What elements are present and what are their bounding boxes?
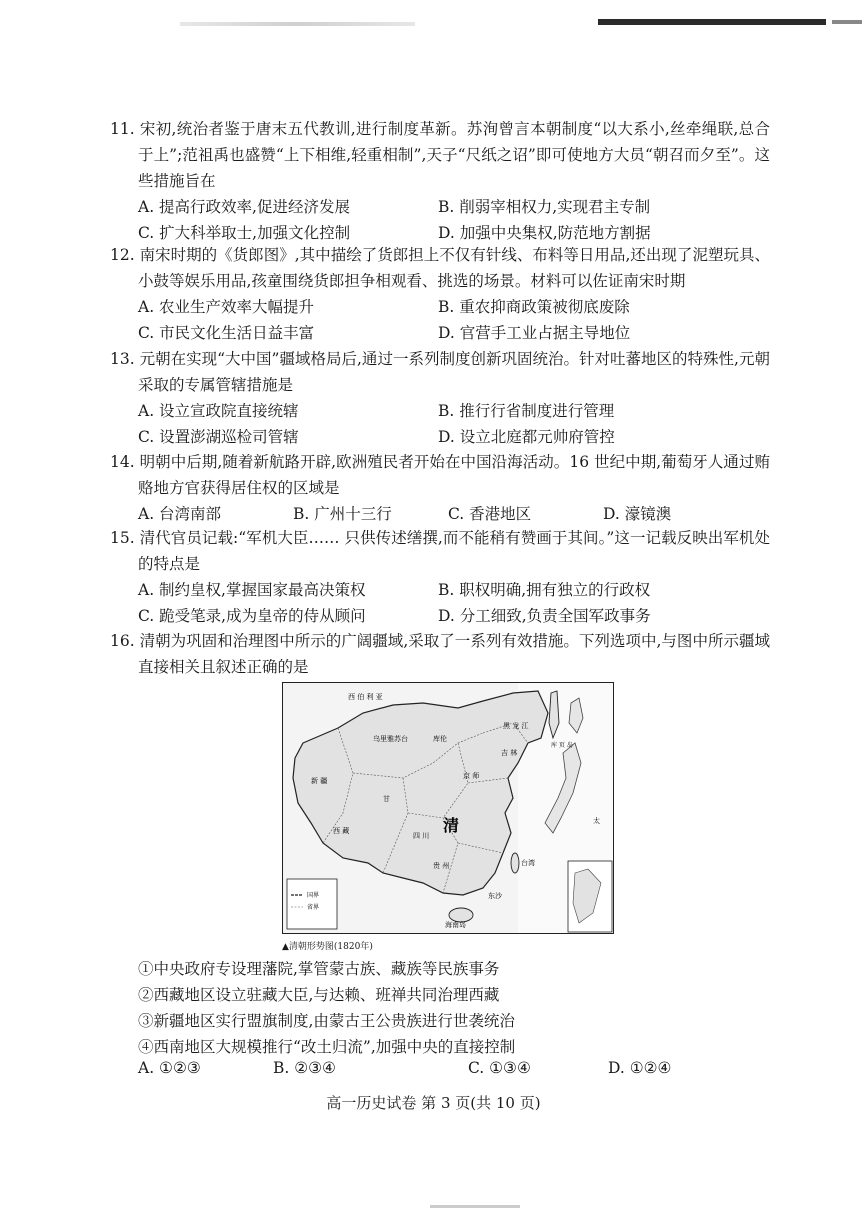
label-heilongjiang: 黑 龙 江 [503, 722, 529, 730]
question-14 [110, 449, 770, 527]
scan-artifact-bottom [430, 1205, 520, 1208]
label-sakhalin: 库 页 岛 [551, 742, 573, 749]
option-d: D. 官营手工业占据主导地位 [438, 324, 631, 342]
answer-b: B. ②③④ [273, 1059, 336, 1077]
label-dongsha: 东沙 [488, 892, 502, 900]
option-d: D. 设立北庭都元帅府管控 [438, 428, 615, 446]
label-taiwan: 台湾 [521, 859, 535, 867]
option-a: A. 农业生产效率大幅提升 [138, 298, 315, 316]
option-d: D. 濠镜澳 [603, 505, 672, 523]
option-a: A. 提高行政效率,促进经济发展 [138, 198, 350, 216]
legend-border-label: 国界 [307, 892, 320, 899]
label-xinjiang: 新 疆 [311, 777, 328, 785]
question-stem: 15. 清代官员记载:“军机大臣…… 只供传述缮撰,而不能稍有赞画于其间。”这一记载反映出军机处的特点是 [110, 529, 770, 573]
question-11 [110, 116, 770, 246]
option-d: D. 加强中央集权,防范地方割据 [438, 224, 651, 242]
label-kulun: 库伦 [433, 735, 447, 743]
scan-artifact-top-left [180, 22, 415, 26]
label-pacific: 太 [593, 817, 600, 825]
question-stem: 13. 元朝在实现“大中国”疆域格局后,通过一系列制度创新巩固统治。针对吐蕃地区的特殊性,元朝采取的专属管辖措施是 [110, 350, 770, 394]
option-b: B. 削弱宰相权力,实现君主专制 [438, 198, 651, 216]
label-hainan: 海南岛 [445, 921, 466, 929]
label-guizhou: 贵 州 [433, 862, 450, 870]
option-b: B. 推行行省制度进行管理 [438, 402, 615, 420]
statement-4: ④西南地区大规模推行“改土归流”,加强中央的直接控制 [138, 1038, 516, 1056]
label-uliastai: 乌里雅苏台 [373, 735, 408, 743]
map-caption: ▲清朝形势图(1820年) [282, 942, 373, 952]
label-siberia: 西 伯 利 亚 [348, 693, 383, 701]
option-c: C. 跪受笔录,成为皇帝的侍从顾问 [138, 607, 366, 625]
label-sichuan: 四 川 [413, 832, 430, 840]
statements-list [138, 956, 515, 1060]
label-tibet: 西 藏 [333, 827, 350, 835]
page-footer: 高一历史试卷 第 3 页(共 10 页) [326, 1094, 541, 1112]
answer-options [138, 1059, 698, 1077]
label-jilin: 吉 林 [501, 749, 518, 757]
question-stem: 11. 宋初,统治者鉴于唐末五代教训,进行制度革新。苏洵曾言本朝制度“以大系小,丝牵绳联,总合于上”;范祖禹也盛赞“上下相维,轻重相制”,天子“尺纸之诏”即可使地方大员“朝召而夕至”。这些措施旨在 [110, 120, 770, 190]
legend-province-label: 省界 [307, 904, 320, 911]
option-c: C. 扩大科举取士,加强文化控制 [138, 224, 351, 242]
question-15 [110, 525, 770, 629]
answer-a: A. ①②③ [138, 1059, 201, 1077]
label-qing: 清 [443, 816, 460, 835]
answer-d: D. ①②④ [608, 1059, 672, 1077]
statement-3: ③新疆地区实行盟旗制度,由蒙古王公贵族进行世袭统治 [138, 1012, 515, 1030]
question-stem: 14. 明朝中后期,随着新航路开辟,欧洲殖民者开始在中国沿海活动。16 世纪中期,葡萄牙人通过贿赂地方官获得居住权的区域是 [110, 453, 770, 497]
question-16 [110, 628, 770, 680]
qing-dynasty-map [282, 682, 614, 934]
option-c: C. 香港地区 [448, 505, 532, 523]
statement-2: ②西藏地区设立驻藏大臣,与达赖、班禅共同治理西藏 [138, 986, 500, 1004]
scan-artifact-top-right [598, 19, 826, 25]
question-13 [110, 346, 770, 450]
option-b: B. 广州十三行 [293, 505, 392, 523]
option-b: B. 重农抑商政策被彻底废除 [438, 298, 630, 316]
option-c: C. 设置澎湖巡检司管辖 [138, 428, 299, 446]
label-jingshi: 京 师 [463, 772, 480, 780]
question-stem: 16. 清朝为巩固和治理图中所示的广阔疆域,采取了一系列有效措施。下列选项中,与图中所示疆域直接相关且叙述正确的是 [110, 632, 770, 676]
answer-c: C. ①③④ [468, 1059, 531, 1077]
option-b: B. 职权明确,拥有独立的行政权 [438, 581, 651, 599]
question-stem: 12. 南宋时期的《货郎图》,其中描绘了货郎担上不仅有针线、布料等日用品,还出现了泥塑玩具、小鼓等娱乐用品,孩童围绕货郎担争相观看、挑选的场景。材料可以佐证南宋时期 [110, 246, 770, 290]
question-12 [110, 242, 770, 346]
option-a: A. 台湾南部 [138, 505, 222, 523]
label-gansu: 甘 [383, 795, 390, 803]
map-svg [283, 683, 613, 933]
option-c: C. 市民文化生活日益丰富 [138, 324, 315, 342]
option-a: A. 设立宣政院直接统辖 [138, 402, 299, 420]
option-a: A. 制约皇权,掌握国家最高决策权 [138, 581, 366, 599]
option-d: D. 分工细致,负责全国军政事务 [438, 607, 651, 625]
statement-1: ①中央政府专设理藩院,掌管蒙古族、藏族等民族事务 [138, 960, 500, 978]
